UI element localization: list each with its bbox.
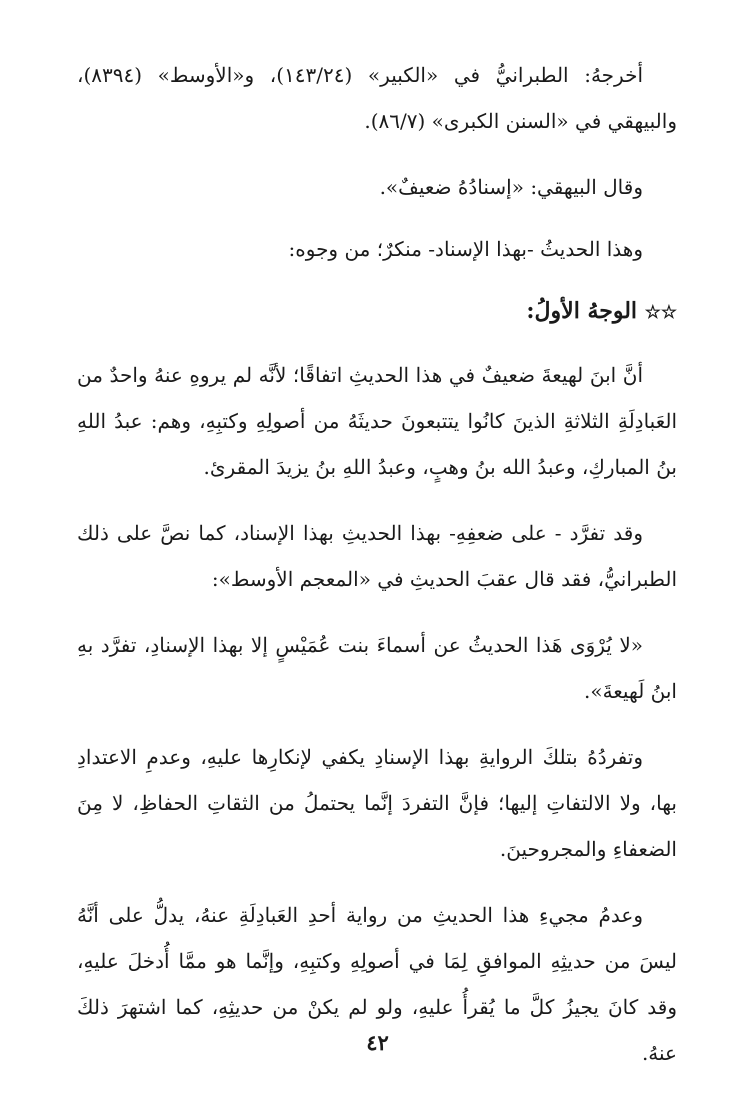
page-number: ٤٢: [366, 1030, 389, 1055]
intro-paragraph: وهذا الحديثُ -بهذا الإسناد- منكرٌ؛ من وجوه:: [288, 237, 643, 261]
citation-paragraph: أخرجهُ: الطبرانيُّ في «الكبير» (١٤٣/٢٤)، و«الأوسط» (٨٣٩٤)، والبيهقي في «السنن الكبرى» (٨٦/٧).: [77, 63, 677, 133]
body-paragraph-3: وتفردُهُ بتلكَ الروايةِ بهذا الإسنادِ يكفي لإنكارِها عليهِ، وعدمِ الاعتدادِ بها، ولا الالتفاتِ إليها؛ فإنَّ التفردَ إنَّما يحتملُ من الثقاتِ الحفاظِ، لا مِنَ الضعفاءِ والمجروحينَ.: [77, 745, 677, 861]
body-paragraph-4: وعدمُ مجيءِ هذا الحديثِ من رواية أحدِ العَبادِلَةِ عنهُ، يدلُّ على أنَّهُ ليسَ من حديثِهِ الموافقِ لِمَا في أصولِهِ وكتبِهِ، وإنَّما هو ممَّا أُدخلَ عليهِ، وقد كانَ يجيزُ كلَّ ما يُقرأُ عليهِ، ولو لم يكنْ من حديثِهِ، كما اشتهرَ ذلكَ عنهُ.: [77, 903, 677, 1065]
section-heading-text: الوجهُ الأولُ:: [526, 298, 638, 324]
star-icon: ☆☆: [644, 302, 677, 323]
section-heading: [77, 288, 677, 336]
tabarani-quote-paragraph: «لا يُرْوَى هَذا الحديثُ عن أسماءَ بنت عُمَيْسٍ إلا بهذا الإسنادِ، تفرَّد بهِ ابنُ لَهيعةَ».: [77, 633, 677, 703]
body-paragraph-1: أنَّ ابنَ لهيعةَ ضعيفٌ في هذا الحديثِ اتفاقًا؛ لأنَّه لم يروهِ عنهُ واحدٌ من العَبادِلَةِ الثلاثةِ الذينَ كانُوا يتتبعونَ حديثَهُ من أصولِهِ وكتبِهِ، وهم: عبدُ اللهِ بنُ المباركِ، وعبدُ الله بنُ وهبٍ، وعبدُ اللهِ بنُ يزيدَ المقرئ.: [77, 363, 677, 479]
body-paragraph-2: وقد تفرَّد - على ضعفِهِ- بهذا الحديثِ بهذا الإسناد، كما نصَّ على ذلك الطبرانيُّ، فقد قال عقبَ الحديثِ في «المعجم الأوسط»:: [77, 521, 677, 591]
document-page: [77, 52, 677, 1096]
bayhaqi-quote-paragraph: وقال البيهقي: «إسنادُهُ ضعيفٌ».: [379, 175, 643, 199]
